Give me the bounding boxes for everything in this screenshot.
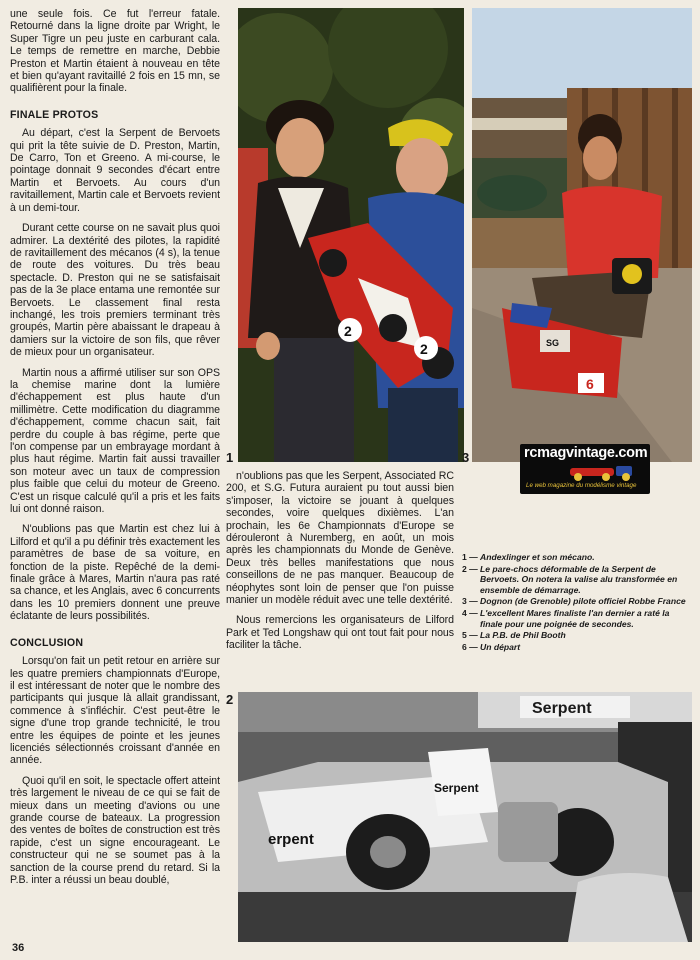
logo-brand-text: rcmagvintage.com xyxy=(524,445,648,461)
car-number-label: 2 xyxy=(420,341,428,357)
serpent-car-label: Serpent xyxy=(434,781,479,795)
paragraph: Quoi qu'il en soit, le spectacle offert atteint très largement le niveau de ce qui se fait de mieux dans un meeting d'avions ou une grande course de bateaux. La progression des ventes de boîtes de construction est très rapide, c'est un signe encourageant. Le constructeur qui ne se soumet pas à la sanction de la course prend du retard. Si la P.B. inter a réussi un beau doublé, xyxy=(10,774,220,886)
photo-number: 1 xyxy=(226,450,234,465)
article-middle-column xyxy=(226,470,454,660)
caption-item: 4 — L'excellent Mares finaliste l'an dernier a raté la finale pour une poignée de secondes. xyxy=(462,607,670,629)
photo-captions xyxy=(462,552,694,653)
photo-number: 2 xyxy=(226,692,234,707)
paragraph: N'oublions pas que Martin est chez lui à Lilford et qu'il a pu définir très exactement les paramètres de base de sa voiture, en fonction de la piste. Repêché de la demi-finale grâce à Mares, Martin n'aura pas raté sa chance, et les Anglais, avec 6 concurrents dans les 10 premiers donnent une preuve éclatante de leurs possibilités. xyxy=(10,523,220,623)
paragraph: une seule fois. Ce fut l'erreur fatale. Retourné dans la ligne droite par Wright, le Super Tigre un peu juste en carburant cala. Le temps de remettre en marche, Debbie Preston et Martin étaient à nouveau en tête et bien qu'ayant ravitaillé 2 fois en 15 mn, se qualifièrent pour la finale. xyxy=(10,8,220,95)
photo-serpent-bumper xyxy=(238,692,692,942)
toy-car-icon xyxy=(560,462,640,482)
paragraph: n'oublions pas que les Serpent, Associated RC 200, et S.G. Futura auraient pu tout aussi bien s'imposer, la victoire se jouant à quelques secondes, voire quelques dixièmes. L'an prochain, les 6e Championnats d'Europe se dérouleront à Nuremberg, en août, un mois après les championnats du Monde de Genève. Deux très belles manifestations que nous conseillons de ne pas manquer. Beaucoup de néophytes sont loin de penser que l'on puisse manier un modèle réduit avec une telle dextérité. xyxy=(226,470,454,607)
paragraph: Lorsqu'on fait un petit retour en arrière sur les quatre premiers championnats d'Europe, il est intéressant de noter que le nombre des participants qui jusque là allait grandissant, commence à s'infléchir. C'est peut-être le signe d'une trop grande technicité, le trou entre les équipes de pointe et les jeunes licenciés sélectionnés croissant d'année en année. xyxy=(10,655,220,767)
paragraph: Durant cette course on ne savait plus quoi admirer. La dextérité des pilotes, la rapidité de ravitaillement des mécanos (4 s), la tenue de route des voitures. Du très beau spectacle. D. Preston qui ne se satisfaisait pas de la 3e place entama une remontée sur Bervoets. Le classement final resta inchangé, les trois premiers terminant très groupés, Martin père abaissant le drapeau à damiers sur la victoire de son fils, que rêver de mieux pour un organisateur. xyxy=(10,222,220,359)
page-number: 36 xyxy=(12,942,25,954)
rcmagvintage-logo xyxy=(520,444,650,494)
caption-item: 1 — Andexlinger et son mécano. xyxy=(462,552,595,562)
caption-item: 3 — Dognon (de Grenoble) pilote officiel Robbe France xyxy=(462,596,686,607)
section-heading-finale-protos: FINALE PROTOS xyxy=(10,108,99,121)
article-left-column xyxy=(10,8,220,894)
paragraph: Martin nous a affirmé utiliser sur son OPS la chemise marine dont la lumière d'échappement est plus haute d'un millimètre. Cette modification du diagramme d'échappement, comme chacun sait, fait perdre du couple à bas régime, perte que l'on compense par un embrayage mordant à plus haut régime. Martin fait aussi travailler son moteur avec un taux de compression plus faible que celui du moteur de Greeno. C'est un risque calculé qu'il a pris et les faits lui ont donné raison. xyxy=(10,366,220,516)
car-number-label: 6 xyxy=(586,376,594,392)
logo-tagline: Le web magazine du modélisme vintage xyxy=(526,482,637,489)
car-label: SG xyxy=(546,338,560,348)
section-heading-conclusion: CONCLUSION xyxy=(10,636,84,649)
paragraph: Nous remercions les organisateurs de Lilford Park et Ted Longshaw qui ont tout fait pour nous faciliter la tâche. xyxy=(226,614,454,652)
caption-item: 2 — Le pare-chocs déformable de la Serpent de Bervoets. On notera la valise alu transformée en ensemble de démarrage. xyxy=(462,563,678,595)
caption-item: 6 — Un départ xyxy=(462,641,521,652)
serpent-sign-text: Serpent xyxy=(532,700,592,717)
paragraph: Au départ, c'est la Serpent de Bervoets qui prit la tête suivie de D. Preston, Martin, De Carro, Ton et Greeno. A mi-course, le pointage donnait 9 secondes d'écart entre Martin et Bervoets. Au cours d'un ravitaillement, Martin cale et Bervoets revient à un demi-tour. xyxy=(10,127,220,214)
serpent-car-label: erpent xyxy=(268,831,314,848)
caption-item: 5 — La P.B. de Phil Booth xyxy=(462,630,566,641)
photo-number: 3 xyxy=(462,450,470,465)
car-number-label: 2 xyxy=(344,323,352,339)
photo-dognon-robbe-pilot xyxy=(472,8,692,462)
photo-andexlinger-and-mechanic xyxy=(238,8,464,462)
